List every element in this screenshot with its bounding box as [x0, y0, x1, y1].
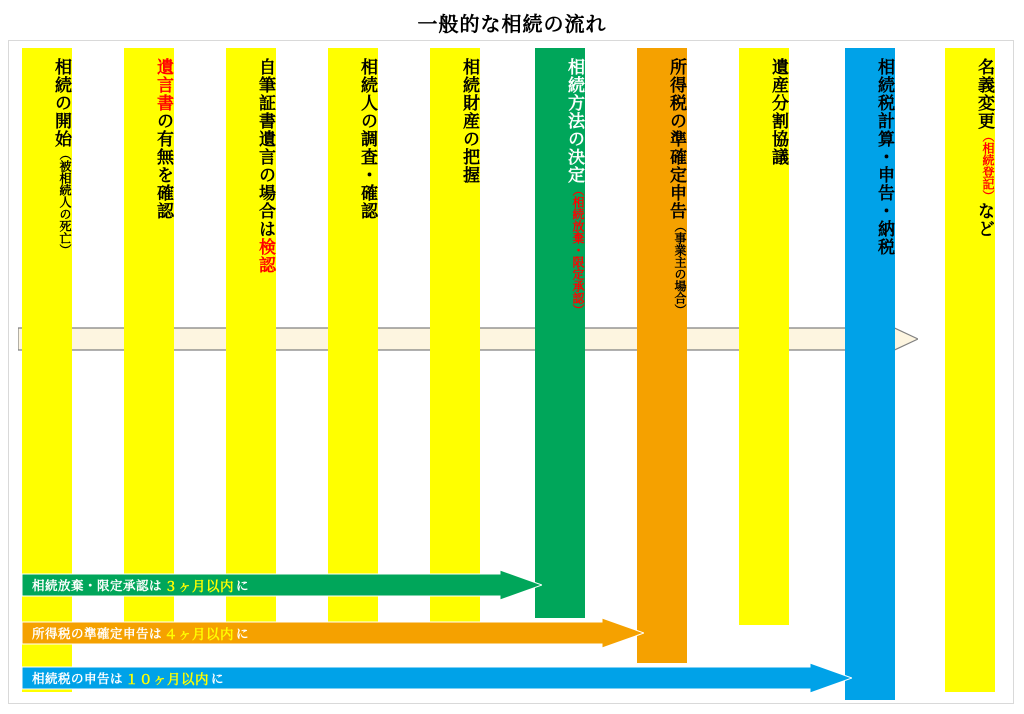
- step-label-sub: （被相続人の死亡）: [58, 148, 72, 256]
- step-label-main: の有無を確認: [154, 112, 173, 220]
- step-label-main: 名義変更: [975, 58, 994, 130]
- step-bar-heir-survey[interactable]: [328, 48, 378, 625]
- step-bar-assets-grasp[interactable]: [430, 48, 480, 625]
- page-title: 一般的な相続の流れ: [417, 14, 607, 36]
- timeline-text-pre: 相続税の申告は: [32, 672, 124, 686]
- step-label-sub: （事業主の場合）: [673, 220, 687, 316]
- timeline-text-num: ３ヶ月以内: [164, 579, 235, 594]
- step-label-main: 遺産分割協議: [769, 58, 788, 166]
- step-label-main: 相続の開始: [52, 58, 71, 148]
- step-bar-handwritten-will[interactable]: [226, 48, 276, 625]
- step-label-highlight: （相続登記）: [981, 130, 995, 202]
- timeline-arrow-inheritance-tax-filing[interactable]: [22, 663, 852, 693]
- step-label-highlight: 遺言書: [154, 58, 173, 112]
- step-label-main: 相続方法の決定: [565, 58, 584, 184]
- step-label-main: 自筆証書遺言の場合は: [256, 58, 275, 238]
- timeline-label: [32, 570, 249, 600]
- timeline-arrow-income-tax-filing[interactable]: [22, 618, 644, 648]
- timeline-label: [32, 663, 224, 693]
- step-label-sub: （相続放棄・限定承認）: [571, 184, 585, 316]
- step-label-sub: など: [975, 202, 994, 238]
- step-label-highlight: 検認: [256, 238, 275, 274]
- timeline-text-pre: 所得税の準確定申告は: [32, 627, 163, 641]
- timeline-text-num: １０ヶ月以内: [125, 672, 210, 687]
- step-bar-will-check[interactable]: [124, 48, 174, 625]
- step-bar-method-decision[interactable]: [535, 48, 585, 618]
- step-bar-division-talks[interactable]: [739, 48, 789, 625]
- step-label-main: 相続人の調査・確認: [358, 58, 377, 220]
- step-label-main: 所得税の準確定申告: [667, 58, 686, 220]
- timeline-label: [32, 618, 249, 648]
- step-bar-inheritance-tax[interactable]: [845, 48, 895, 700]
- timeline-text-post: に: [211, 672, 225, 686]
- step-bar-title-change[interactable]: [945, 48, 995, 692]
- step-label-main: 相続税計算・申告・納税: [875, 58, 894, 256]
- step-bar-income-tax[interactable]: [637, 48, 687, 663]
- timeline-text-post: に: [236, 627, 250, 641]
- timeline-text-post: に: [236, 579, 250, 593]
- timeline-arrow-renounce[interactable]: [22, 570, 542, 600]
- timeline-text-num: ４ヶ月以内: [164, 627, 235, 642]
- step-label-main: 相続財産の把握: [460, 58, 479, 184]
- timeline-text-pre: 相続放棄・限定承認は: [32, 579, 163, 593]
